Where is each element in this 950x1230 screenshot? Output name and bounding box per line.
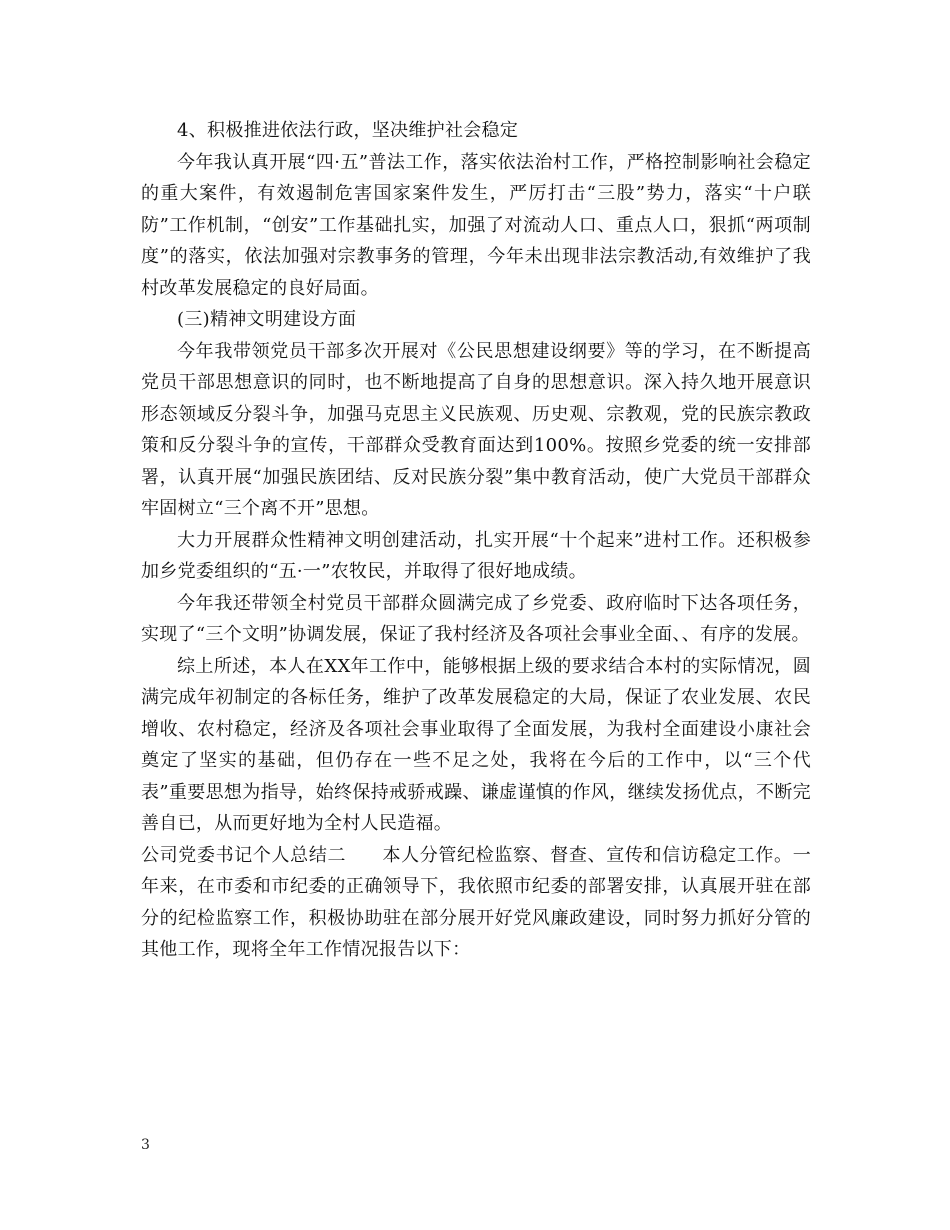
paragraph-section-two [141, 840, 811, 966]
paragraph-rule-of-law: 今年我认真开展“四·五”普法工作，落实依法治村工作，严格控制影响社会稳定的重大案件，有效遏制危害国家案件发生，严厉打击“三股”势力，落实“十户联防”工作机制，“创安”工作基础扎实，加强了对流动人口、重点人口，狠抓“两项制度”的落实，依法加强对宗教事务的管理，今年未出现非法宗教活动,有效维护了我村改革发展稳定的良好局面。 [141, 151, 811, 299]
heading-spiritual-civilization: (三)精神文明建设方面 [177, 309, 357, 330]
section-two-title: 公司党委书记个人总结二 [141, 844, 347, 866]
page-number: 3 [141, 1137, 150, 1153]
section-two-body: 本人分管纪检监察、督查、宣传和信访稳定工作。一年来，在市委和市纪委的正确领导下，我依照市纪委的部署安排，认真展开驻在部分的纪检监察工作，积极协助驻在部分展开好党风廉政建设，同时努力抓好分管的其他工作，现将全年工作情况报告以下： [141, 844, 811, 960]
paragraph-task-completion: 今年我还带领全村党员干部群众圆满完成了乡党委、政府临时下达各项任务，实现了“三个文明”协调发展，保证了我村经济及各项社会事业全面、、有序的发展。 [141, 592, 811, 645]
paragraph-ideology-study: 今年我带领党员干部多次开展对《公民思想建设纲要》等的学习，在不断提高党员干部思想意识的同时，也不断地提高了自身的思想意识。深入持久地开展意识形态领域反分裂斗争，加强马克思主义民族观、历史观、宗教观，党的民族宗教政策和反分裂斗争的宣传，干部群众受教育面达到100%。按照乡党委的统一安排部署，认真开展“加强民族团结、反对民族分裂”集中教育活动，使广大党员干部群众牢固树立“三个离不开”思想。 [141, 340, 811, 519]
document-body [141, 115, 811, 966]
heading-rule-of-law: 4、积极推进依法行政，坚决维护社会稳定 [177, 120, 519, 141]
paragraph-mass-activities: 大力开展群众性精神文明创建活动，扎实开展“十个起来”进村工作。还积极参加乡党委组织的“五·一”农牧民，并取得了很好地成绩。 [141, 529, 811, 582]
paragraph-summary: 综上所述，本人在XX年工作中，能够根据上级的要求结合本村的实际情况，圆满完成年初制定的各标任务，维护了改革发展稳定的大局，保证了农业发展、农民增收、农村稳定，经济及各项社会事业取得了全面发展，为我村全面建设小康社会奠定了坚实的基础，但仍存在一些不足之处，我将在今后的工作中，以“三个代表”重要思想为指导，始终保持戒骄戒躁、谦虚谨慎的作风，继续发扬优点，不断完善自已，从而更好地为全村人民造福。 [141, 655, 811, 834]
